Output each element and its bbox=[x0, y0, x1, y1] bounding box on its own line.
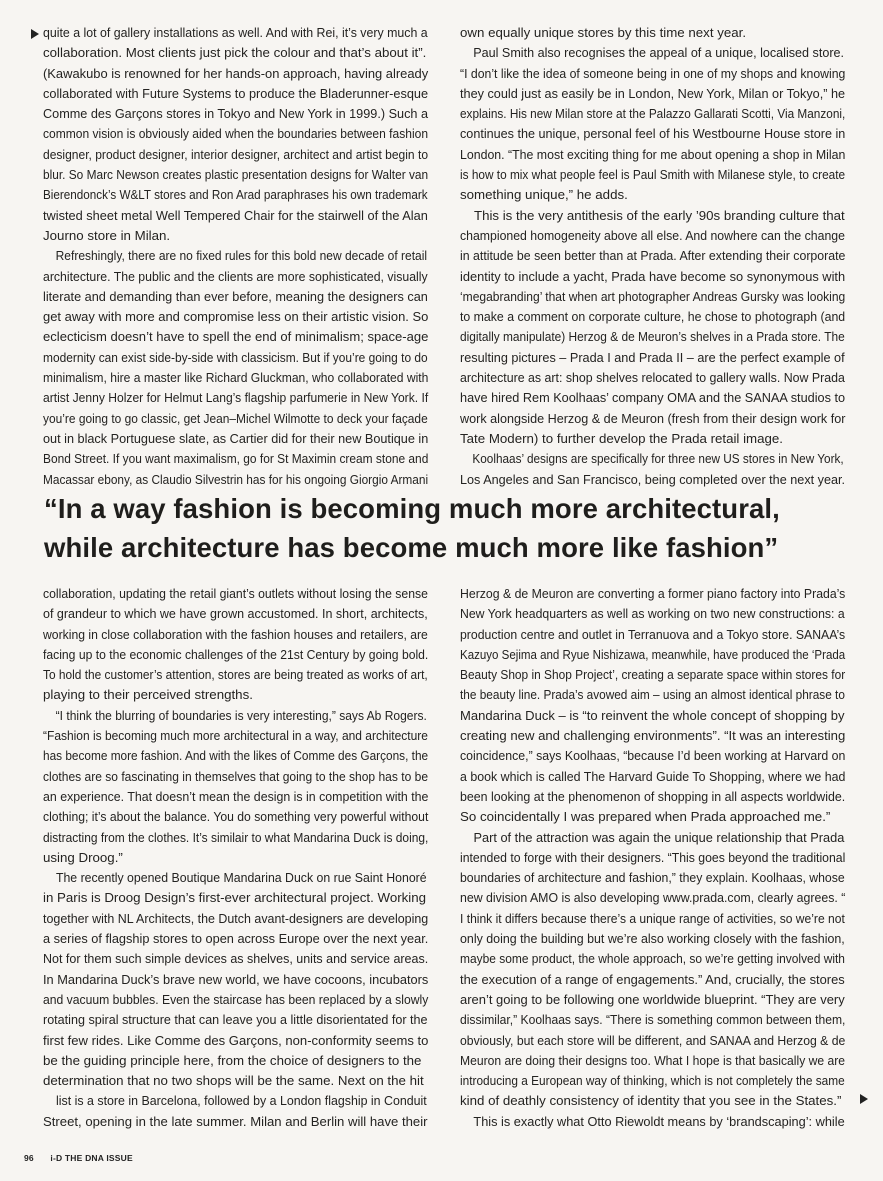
text-line: kind of deathly consistency of identity that you see in the States.” bbox=[460, 1093, 842, 1109]
text-line: eclecticism doesn’t have to spell the end of minimalism; space-age bbox=[43, 329, 429, 345]
text-line: quite a lot of gallery installations as well. And with Rei, it’s very much a bbox=[43, 25, 428, 40]
column-bottom-right bbox=[460, 584, 845, 1132]
text-line: together with NL Architects, the Dutch avant-designers are developing bbox=[43, 910, 429, 926]
text-line: intended to forge with their designers. “This goes beyond the traditional bbox=[460, 849, 846, 865]
text-line: championed homogeneity above all else. And nowhere can the change bbox=[460, 227, 845, 243]
text-line: the execution of a range of engagements.” And, crucially, the stores bbox=[460, 971, 845, 987]
text-line: architecture. The public and the clients are more sophisticated, visually bbox=[43, 268, 428, 284]
text-line: the beauty line. Prada’s avowed aim – using an almost identical phrase to bbox=[460, 687, 845, 703]
text-line: minimalism, hire a master like Richard Gluckman, who collaborated with bbox=[43, 370, 429, 386]
text-line: Koolhaas’ designs are specifically for three new US stores in New York, bbox=[472, 451, 844, 467]
text-line: London. “The most exciting thing for me about opening a shop in Milan bbox=[460, 146, 846, 162]
text-line: In Mandarina Duck’s brave new world, we have cocoons, incubators bbox=[43, 971, 429, 987]
text-line: ‘megabranding’ that when art photographer Andreas Gursky was looking bbox=[460, 288, 846, 304]
text-line: get away with more and compromise less on their artistic vision. So bbox=[43, 309, 429, 325]
text-line: digitally manipulate) Herzog & de Meuron’s shelves in a Prada store. The bbox=[460, 329, 845, 345]
text-line: determination that no two shops will be the same. Next on the hit bbox=[43, 1073, 424, 1089]
text-line: collaboration. Most clients just pick the colour and that’s about it”. bbox=[43, 45, 427, 61]
text-line: rotating spiral structure that can leave you a little disorientated for the bbox=[43, 1012, 428, 1028]
text-line: and vacuum bubbles. Even the staircase has been replaced by a slowly bbox=[43, 991, 429, 1007]
text-line: literate and demanding than ever before, meaning the designers can bbox=[43, 288, 428, 304]
text-line: Refreshingly, there are no fixed rules for this bold new decade of retail bbox=[55, 248, 428, 264]
text-line: out in black Portuguese slate, as Cartier did for their new Boutique in bbox=[43, 430, 429, 446]
text-line: modernity can exist side-by-side with classicism. But if you’re going to do bbox=[43, 349, 428, 365]
text-line: work alongside Herzog & de Meuron (fresh from their design work for bbox=[460, 410, 846, 426]
text-line: “I think the blurring of boundaries is very interesting,” says Ab Rogers. bbox=[55, 707, 427, 723]
text-line: first few rides. Like Comme des Garçons, non-conformity seems to bbox=[43, 1032, 429, 1048]
text-line: is how to mix what people feel is Paul Smith with Milanese style, to create bbox=[460, 167, 846, 183]
text-line: explains. His new Milan store at the Palazzo Gallarati Scotti, Via Manzoni, bbox=[460, 106, 846, 122]
column-top-left bbox=[43, 23, 428, 490]
text-line: distracting from the clothes. It’s similair to what Mandarina Duck is doing, bbox=[43, 829, 429, 845]
text-line: aren’t going to be following one worldwide blueprint. “They are very bbox=[460, 991, 845, 1007]
continue-arrow-icon bbox=[860, 1094, 868, 1104]
text-line: production centre and outlet in Terranuova and a Tokyo store. SANAA’s bbox=[460, 626, 846, 642]
text-line: new division AMO is also developing www.prada.com, clearly agrees. “ bbox=[460, 890, 846, 906]
page-footer bbox=[24, 1153, 147, 1163]
text-line: only doing the building but we’re also working closely with the fashion, bbox=[460, 931, 845, 947]
text-line: boundaries of architecture and fashion,” they explain. Koolhaas, whose bbox=[460, 870, 845, 886]
text-line: working in close collaboration with the fashion houses and retailers, are bbox=[43, 626, 428, 642]
text-line: identity to include a yacht, Prada have become so synonymous with bbox=[460, 268, 846, 284]
text-line: Comme des Garçons stores in Tokyo and New York in 1999.) Such a bbox=[43, 106, 429, 122]
text-line: Paul Smith also recognises the appeal of a unique, localised store. bbox=[473, 45, 845, 61]
text-line: to make a comment on corporate culture, he chose to photograph (and bbox=[460, 309, 846, 325]
text-line: a series of flagship stores to open across Europe over the next year. bbox=[43, 931, 429, 947]
text-line: Meuron are doing their designs too. What I hope is that basically we are bbox=[460, 1052, 846, 1068]
text-line: clothes are so fascinating in themselves that going to the shop has to be bbox=[43, 768, 429, 784]
publication-name: i-D THE DNA ISSUE bbox=[50, 1153, 133, 1163]
text-line: introducing a European way of thinking, which is not completely the same bbox=[460, 1073, 845, 1089]
text-line: (Kawakubo is renowned for her hands-on approach, having already bbox=[43, 65, 429, 81]
text-line: Herzog & de Meuron are converting a former piano factory into Prada’s bbox=[460, 586, 846, 601]
text-line: of grandeur to which we have grown accustomed. In short, architects, bbox=[43, 606, 428, 622]
text-line: Mandarina Duck – is “to reinvent the whole concept of shopping by bbox=[460, 707, 845, 723]
column-top-right bbox=[460, 23, 845, 490]
text-line: So coincidentally I was prepared when Prada approached me.” bbox=[460, 809, 831, 825]
text-line: designer, product designer, interior designer, architect and artist begin to bbox=[43, 146, 429, 162]
text-line: blur. So Marc Newson creates plastic presentation designs for Walter van bbox=[43, 167, 429, 183]
text-line: Bond Street. If you want maximalism, go for St Maximin cream stone and bbox=[43, 451, 429, 467]
text-line: “I don’t like the idea of someone being in one of my shops and knowing bbox=[460, 65, 846, 81]
text-line: clothing; it’s about the balance. You do something very powerful without bbox=[43, 809, 429, 825]
text-line: coincidence,” says Koolhaas, “because I’d been working at Harvard on bbox=[460, 748, 846, 764]
text-line: Kazuyo Sejima and Ryue Nishizawa, meanwhile, have produced the ‘Prada bbox=[460, 646, 846, 662]
text-line: have hired Rem Koolhaas’ company OMA and the SANAA studios to bbox=[460, 390, 846, 406]
text-line: a book which is called The Harvard Guide To Shopping, where we had bbox=[460, 768, 846, 784]
text-line: collaboration, updating the retail giant’s outlets without losing the sense bbox=[43, 586, 428, 601]
text-line: using Droog.” bbox=[43, 849, 123, 865]
text-line: New York headquarters as well as working on two new constructions: a bbox=[460, 606, 845, 622]
text-line: I think it differs because there’s a unique range of activities, so we’re not bbox=[460, 910, 845, 926]
page-number: 96 bbox=[24, 1153, 34, 1163]
text-line: Journo store in Milan. bbox=[43, 227, 171, 243]
text-line: “Fashion is becoming much more architectural in a way, and architecture bbox=[43, 728, 428, 744]
text-line: artist Jenny Holzer for Helmut Lang’s flagship parfumerie in New York. If bbox=[43, 390, 429, 406]
text-line: facing up to the economic challenges of the 21st Century by going bold. bbox=[43, 646, 429, 662]
text-line: playing to their perceived strengths. bbox=[43, 687, 253, 703]
text-line: an experience. That doesn’t mean the design is in competition with the bbox=[43, 788, 429, 804]
column-bottom-left bbox=[43, 584, 428, 1132]
text-line: continues the unique, personal feel of his Westbourne House store in bbox=[460, 126, 846, 142]
text-line: Street, opening in the late summer. Milan and Berlin will have their bbox=[43, 1113, 428, 1129]
text-line: This is the very antithesis of the early ’90s branding culture that bbox=[473, 207, 845, 223]
text-line: been looking at the phenomenon of shopping in all aspects worldwide. bbox=[460, 788, 846, 804]
text-line: obviously, but each store will be different, and SANAA and Herzog & de bbox=[460, 1032, 846, 1048]
text-line: they could just as easily be in London, New York, Milan or Tokyo,” he bbox=[460, 85, 846, 101]
text-line: list is a store in Barcelona, followed by a London flagship in Conduit bbox=[56, 1093, 427, 1109]
text-line: be the guiding principle here, from the choice of designers to the bbox=[43, 1052, 422, 1068]
text-line: resulting pictures – Prada I and Prada II – are the perfect example of bbox=[460, 349, 845, 365]
text-line: in Paris is Droog Design’s first-ever architectural project. Working bbox=[43, 890, 427, 906]
text-line: maybe some product, the whole approach, so we’re getting involved with bbox=[460, 951, 845, 967]
text-line: collaborated with Future Systems to produce the Bladerunner-esque bbox=[43, 85, 429, 101]
continue-arrow-icon bbox=[31, 29, 39, 39]
pull-quote bbox=[44, 489, 844, 567]
text-line: architecture as art: shop shelves relocated to gallery walls. Now Prada bbox=[460, 370, 845, 386]
text-line: own equally unique stores by this time next year. bbox=[460, 25, 747, 40]
text-line: This is exactly what Otto Riewoldt means by ‘brandscaping’: while bbox=[473, 1113, 845, 1129]
text-line: Not for them such simple devices as shelves, units and service areas. bbox=[43, 951, 429, 967]
pull-quote-line: while architecture has become much more like fashion” bbox=[44, 532, 779, 563]
text-line: twisted sheet metal Well Tempered Chair for the stairwell of the Alan bbox=[43, 207, 428, 223]
text-line: Tate Modern) to further develop the Prada retail image. bbox=[460, 430, 783, 446]
text-line: Beauty Shop in Shop Project’, creating a separate space within stores for bbox=[460, 667, 846, 683]
text-line: dissimilar,” Koolhaas says. “There is something common between them, bbox=[460, 1012, 846, 1028]
text-line: something unique,” he adds. bbox=[460, 187, 628, 203]
pull-quote-line: “In a way fashion is becoming much more architectural, bbox=[44, 493, 780, 524]
text-line: To hold the customer’s attention, stores are being treated as works of art, bbox=[43, 667, 428, 683]
text-line: Bierendonck’s W&LT stores and Ron Arad paraphrases his own trademark bbox=[43, 187, 428, 203]
text-line: has become more fashion. And with the likes of Comme des Garçons, the bbox=[43, 748, 429, 764]
text-line: creating new and challenging environments”. “It was an interesting bbox=[460, 728, 846, 744]
text-line: Part of the attraction was again the unique relationship that Prada bbox=[473, 829, 845, 845]
text-line: The recently opened Boutique Mandarina Duck on rue Saint Honoré bbox=[55, 870, 427, 886]
text-line: common vision is obviously aided when the boundaries between fashion bbox=[43, 126, 429, 142]
text-line: you’re going to go classic, get Jean–Michel Wilmotte to deck your façade bbox=[43, 410, 428, 426]
text-line: in attitude be seen better than at Prada. After extending their corporate bbox=[460, 248, 846, 264]
text-line: Macassar ebony, as Claudio Silvestrin has for his ongoing Giorgio Armani bbox=[43, 471, 429, 487]
text-line: Los Angeles and San Francisco, being completed over the next year. bbox=[460, 471, 846, 487]
